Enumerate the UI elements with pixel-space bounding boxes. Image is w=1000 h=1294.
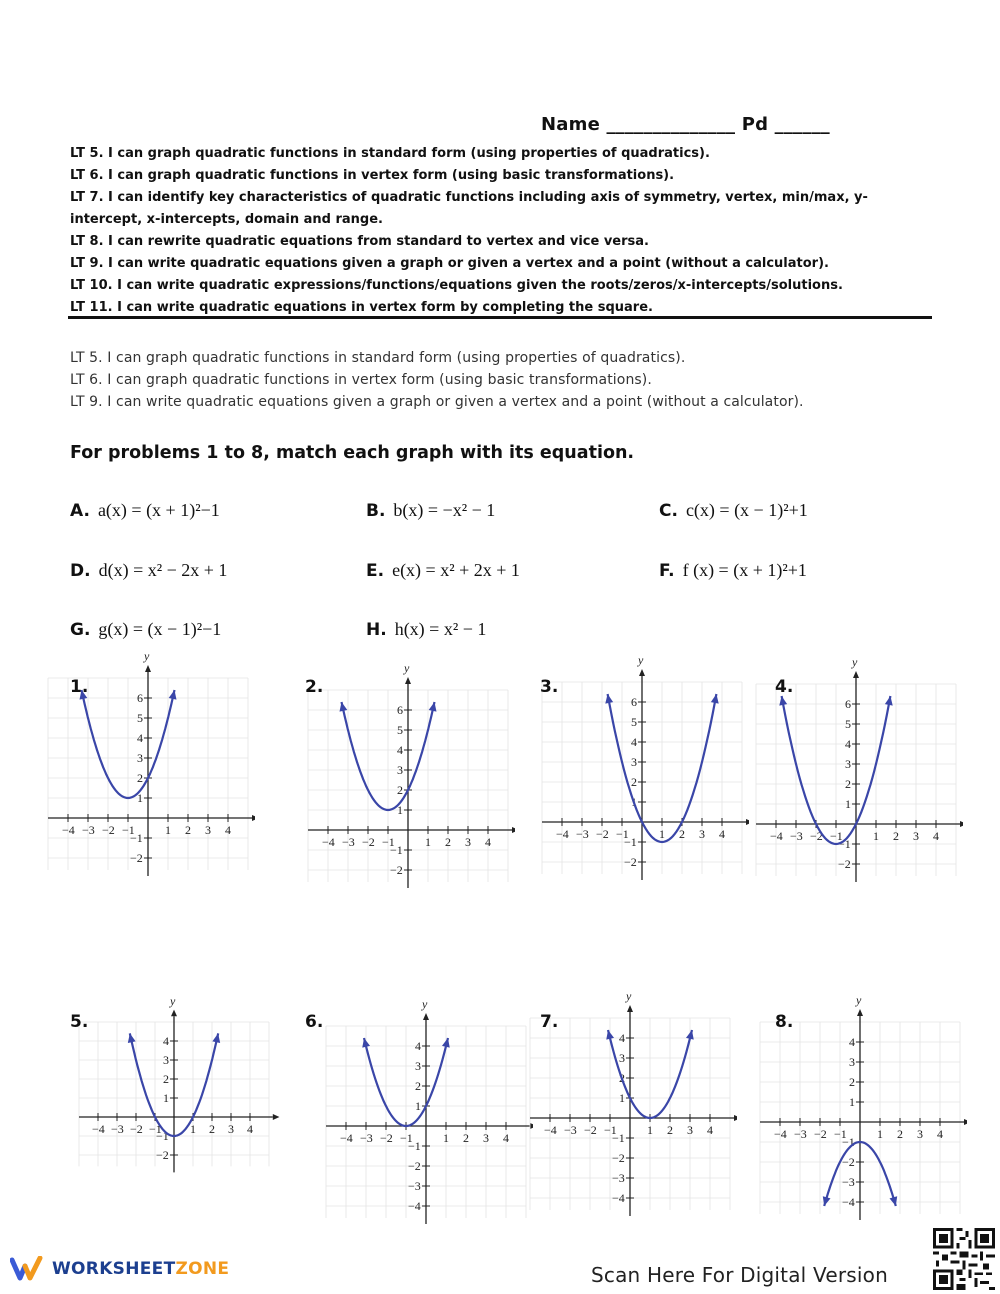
x-tick-label: −3 [342,835,355,849]
y-axis-arrow [423,1013,429,1020]
equation-letter: F. [659,561,675,581]
learning-target: LT 6. I can graph quadratic functions in vertex form (using basic transformations). [70,168,675,183]
y-tick-label: 2 [631,775,637,789]
x-tick-label: 4 [503,1131,509,1145]
y-tick-label: −1 [130,831,143,845]
x-tick-label: −4 [556,827,569,841]
x-tick-label: −2 [130,1122,143,1136]
y-axis-arrow [405,677,411,684]
x-tick-label: 4 [485,835,491,849]
x-tick-label: −2 [584,1123,597,1137]
equation-formula: b(x) = −x² − 1 [393,500,496,520]
equation-c [659,500,808,521]
y-tick-label: 2 [415,1079,421,1093]
y-axis-label: y [170,994,176,1008]
x-tick-label: −2 [362,835,375,849]
x-tick-label: −1 [400,1131,413,1145]
y-tick-label: 1 [397,803,403,817]
graph-label-1: 1. [70,677,89,697]
equation-letter: B. [366,501,386,521]
brand-part-1: WORKSHEET [52,1259,176,1279]
y-tick-label: −1 [408,1139,421,1153]
x-tick-label: −1 [122,823,135,837]
equation-formula: h(x) = x² − 1 [394,619,487,639]
parabola-graph-2 [300,662,515,902]
graph-label-5: 5. [70,1012,89,1032]
y-axis-arrow [857,1009,863,1016]
y-tick-label: 1 [619,1091,625,1105]
y-tick-label: −4 [612,1191,625,1205]
graph-label-6: 6. [305,1012,324,1032]
x-tick-label: 3 [228,1122,234,1136]
scan-caption: Scan Here For Digital Version [591,1263,888,1287]
y-axis-label: y [422,998,428,1011]
learning-target: LT 5. I can graph quadratic functions in standard form (using properties of quadratics). [70,146,710,161]
x-tick-label: −4 [544,1123,557,1137]
y-axis-label: y [626,990,632,1003]
x-tick-label: 1 [190,1122,196,1136]
graph-svg [318,998,533,1238]
x-axis-arrow [512,827,515,833]
y-tick-label: 2 [845,777,851,791]
learning-target: LT 9. I can write quadratic equations given a graph or given a vertex and a point (without a calculator). [70,256,829,271]
worksheet-zone-logo [10,1256,229,1282]
x-tick-label: 3 [465,835,471,849]
y-axis-label: y [638,654,644,667]
graph-label-8: 8. [775,1012,794,1032]
x-tick-label: 1 [877,1127,883,1141]
y-tick-label: 4 [137,731,143,745]
y-tick-label: 2 [619,1071,625,1085]
y-tick-label: −2 [390,863,403,877]
equation-formula: c(x) = (x − 1)²+1 [685,500,808,520]
x-tick-label: 1 [425,835,431,849]
x-axis-arrow [960,821,963,827]
x-tick-label: −4 [340,1131,353,1145]
graph-svg [300,662,515,902]
y-tick-label: −1 [838,837,851,851]
x-tick-label: −2 [810,829,823,843]
y-tick-label: 2 [397,783,403,797]
y-tick-label: −2 [130,851,143,865]
graph-label-2: 2. [305,677,324,697]
parabola-graph-3 [534,654,749,894]
curve-arrow-right [885,696,893,706]
learning-target: LT 8. I can rewrite quadratic equations from standard to vertex and vice versa. [70,234,649,249]
logo-w-icon [10,1256,46,1282]
y-tick-label: 5 [397,723,403,737]
x-tick-label: 2 [445,835,451,849]
x-tick-label: −2 [814,1127,827,1141]
y-tick-label: −4 [842,1195,855,1209]
equation-letter: E. [366,561,385,581]
equation-formula: f (x) = (x + 1)²+1 [682,560,807,580]
x-tick-label: 2 [209,1122,215,1136]
y-tick-label: −2 [624,855,637,869]
equation-formula: g(x) = (x − 1)²−1 [98,619,222,639]
equation-h [366,619,486,640]
x-tick-label: −4 [774,1127,787,1141]
x-tick-label: 4 [719,827,725,841]
x-tick-label: −1 [149,1122,162,1136]
y-tick-label: 5 [845,717,851,731]
x-tick-label: −1 [616,827,629,841]
y-tick-label: 4 [631,735,637,749]
equation-a [70,500,220,521]
y-tick-label: 3 [163,1053,169,1067]
x-tick-label: 3 [687,1123,693,1137]
x-axis-arrow [273,1114,280,1120]
x-tick-label: −3 [790,829,803,843]
equation-d [70,560,227,581]
graph-label-4: 4. [775,677,794,697]
name-period-line: Name ______________ Pd ______ [541,114,830,135]
x-tick-label: −1 [604,1123,617,1137]
x-tick-label: −3 [576,827,589,841]
y-tick-label: −2 [156,1148,169,1162]
graph-svg [534,654,749,894]
x-axis-arrow [964,1119,967,1125]
y-axis-arrow [639,669,645,676]
x-tick-label: 4 [225,823,231,837]
y-tick-label: 3 [631,755,637,769]
learning-target: LT 11. I can write quadratic equations in vertex form by completing the square. [70,300,653,315]
y-tick-label: −1 [612,1131,625,1145]
learning-target: LT 6. I can graph quadratic functions in vertex form (using basic transformations). [70,372,652,388]
y-axis-arrow [627,1005,633,1012]
y-axis-label: y [852,656,858,669]
y-axis-label: y [144,650,150,663]
y-axis-label: y [404,662,410,675]
y-tick-label: −3 [408,1179,421,1193]
y-tick-label: −2 [612,1151,625,1165]
curve-arrow-right [429,702,437,712]
learning-target: LT 10. I can write quadratic expressions/functions/equations given the roots/zeros/x-intercepts/solutions. [70,278,843,293]
y-axis-arrow [853,671,859,678]
y-tick-label: −2 [838,857,851,871]
parabola-graph-5 [66,994,281,1234]
equation-e [366,560,520,581]
x-tick-label: −1 [834,1127,847,1141]
y-tick-label: 6 [845,697,851,711]
x-tick-label: 3 [917,1127,923,1141]
y-tick-label: 1 [415,1099,421,1113]
y-tick-label: 3 [849,1055,855,1069]
learning-target: LT 9. I can write quadratic equations given a graph or given a vertex and a point (without a calculator). [70,394,804,410]
x-tick-label: −2 [596,827,609,841]
y-tick-label: 3 [137,751,143,765]
y-tick-label: 4 [163,1034,169,1048]
parabola-graph-6 [318,998,533,1238]
x-tick-label: −3 [82,823,95,837]
x-tick-label: −2 [380,1131,393,1145]
equation-letter: C. [659,501,678,521]
graph-svg [66,994,281,1234]
equation-formula: e(x) = x² + 2x + 1 [392,560,520,580]
equation-f [659,560,807,581]
y-axis-arrow [145,665,151,672]
y-tick-label: 6 [397,703,403,717]
y-tick-label: −1 [624,835,637,849]
curve-arrow-right [711,694,719,704]
y-tick-label: 6 [137,691,143,705]
x-tick-label: 1 [873,829,879,843]
x-tick-label: 2 [897,1127,903,1141]
y-axis-label: y [856,994,862,1007]
x-tick-label: −1 [382,835,395,849]
x-tick-label: 1 [165,823,171,837]
x-tick-label: −3 [360,1131,373,1145]
qr-code-icon[interactable] [933,1228,995,1290]
selected-learning-targets [70,347,804,413]
x-tick-label: −4 [322,835,335,849]
equation-b [366,500,495,521]
instructions: For problems 1 to 8, match each graph with its equation. [70,443,635,463]
x-tick-label: 3 [699,827,705,841]
equation-formula: a(x) = (x + 1)²−1 [97,500,220,520]
learning-target: LT 5. I can graph quadratic functions in standard form (using properties of quadratics). [70,350,686,366]
y-tick-label: 5 [631,715,637,729]
x-tick-label: 2 [667,1123,673,1137]
x-tick-label: 4 [933,829,939,843]
y-tick-label: 1 [845,797,851,811]
y-tick-label: 1 [137,791,143,805]
y-tick-label: 5 [137,711,143,725]
x-tick-label: −1 [830,829,843,843]
x-tick-label: 3 [913,829,919,843]
curve-arrow-right [169,690,177,700]
y-tick-label: 2 [849,1075,855,1089]
y-axis-arrow [171,1010,177,1017]
x-tick-label: 4 [707,1123,713,1137]
brand-part-2: ZONE [175,1259,230,1279]
x-tick-label: −3 [794,1127,807,1141]
y-tick-label: 6 [631,695,637,709]
equation-letter: G. [70,620,91,640]
y-tick-label: 3 [397,763,403,777]
x-tick-label: 1 [647,1123,653,1137]
y-tick-label: −1 [156,1129,169,1143]
x-tick-label: 1 [443,1131,449,1145]
x-tick-label: 1 [659,827,665,841]
x-axis-arrow [252,815,255,821]
equation-letter: A. [70,501,90,521]
equation-g [70,619,221,640]
y-tick-label: −2 [408,1159,421,1173]
x-tick-label: −4 [92,1122,105,1136]
graph-label-7: 7. [540,1012,559,1032]
y-tick-label: −3 [842,1175,855,1189]
y-tick-label: 3 [619,1051,625,1065]
equation-letter: H. [366,620,387,640]
y-tick-label: −1 [842,1135,855,1149]
curve-arrow-left [605,694,613,704]
x-tick-label: −4 [62,823,75,837]
y-tick-label: 3 [415,1059,421,1073]
learning-targets-list [70,143,932,319]
equation-formula: d(x) = x² − 2x + 1 [98,560,228,580]
y-tick-label: 1 [631,795,637,809]
x-tick-label: 4 [937,1127,943,1141]
x-tick-label: −4 [770,829,783,843]
x-tick-label: 2 [893,829,899,843]
x-tick-label: 2 [679,827,685,841]
y-tick-label: 4 [849,1035,855,1049]
y-tick-label: 1 [849,1095,855,1109]
y-tick-label: 3 [845,757,851,771]
curve-arrow-left [779,696,787,706]
x-tick-label: 4 [247,1122,253,1136]
x-tick-label: 2 [185,823,191,837]
x-axis-arrow [734,1115,737,1121]
learning-target: LT 7. I can identify key characteristics of quadratic functions including axis of symmetry, vertex, min/max, y-intercept, x-intercepts, domain and range. [70,190,868,227]
x-tick-label: −3 [111,1122,124,1136]
y-tick-label: −3 [612,1171,625,1185]
curve-arrow-left [340,702,348,712]
y-tick-label: −1 [390,843,403,857]
y-tick-label: 4 [619,1031,625,1045]
divider-rule [68,316,932,319]
y-tick-label: 4 [415,1039,421,1053]
brand-name [52,1259,229,1279]
x-tick-label: 2 [463,1131,469,1145]
equation-letter: D. [70,561,91,581]
y-tick-label: −2 [842,1155,855,1169]
x-tick-label: 3 [205,823,211,837]
graph-label-3: 3. [540,677,559,697]
y-tick-label: 4 [845,737,851,751]
x-tick-label: −2 [102,823,115,837]
y-tick-label: 2 [163,1072,169,1086]
y-tick-label: 1 [163,1091,169,1105]
y-tick-label: −4 [408,1199,421,1213]
x-tick-label: 3 [483,1131,489,1145]
x-tick-label: −3 [564,1123,577,1137]
y-tick-label: 2 [137,771,143,785]
y-tick-label: 4 [397,743,403,757]
